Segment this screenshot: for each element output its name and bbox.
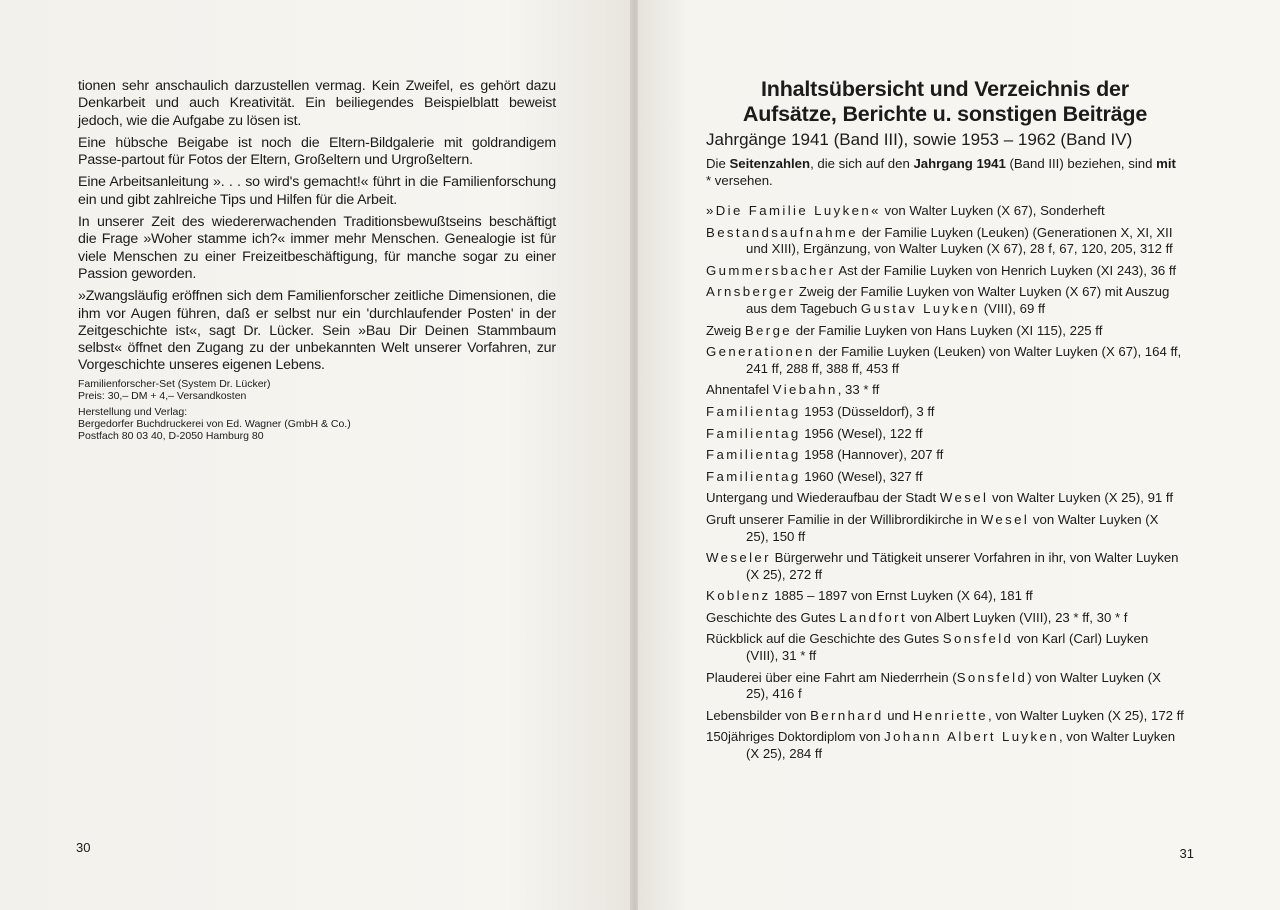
- toc-entry: Geschichte des Gutes Landfort von Albert Luyken (VIII), 23 * ff, 30 * f: [706, 609, 1128, 625]
- imprint-price: Preis: 30,– DM + 4,– Versandkosten: [78, 390, 247, 402]
- toc-entry: Familientag 1958 (Hannover), 207 ff: [706, 447, 944, 463]
- toc-entry: Generationen der Familie Luyken (Leuken) von Walter Luyken (X 67), 164 ff, 241 ff, 288 ff, 388 ff, 453 ff: [706, 344, 1182, 376]
- paragraph: »Zwangsläufig eröffnen sich dem Familienforscher zeitliche Dimensionen, die ihm vor Augen führen, daß er selbst nur ein 'durchlaufender Posten' in der Zeitgeschichte ist«, sagt Dr. Lücker. Sein »Bau Dir Deinen Stammbaum selbst« öffnet den Zugang zu der unbekannten Welt unserer Vorfahren, zur Vorgeschichte unseres eigenen Lebens.: [78, 288, 556, 374]
- toc-entry: Gruft unserer Familie in der Willibrordikirche in Wesel von Walter Luyken (X 25), 150 ff: [706, 511, 1159, 544]
- right-page: [638, 0, 1280, 910]
- toc-entry: Arnsberger Zweig der Familie Luyken von Walter Luyken (X 67) mit Auszug aus dem Tagebuch Gustav Luyken (VIII), 69 ff: [706, 284, 1170, 316]
- left-page-text: [78, 78, 556, 380]
- toc-list: [706, 203, 1184, 763]
- page-subtitle: Jahrgänge 1941 (Band III), sowie 1953 – 1962 (Band IV): [706, 130, 1133, 149]
- right-page-text: [706, 77, 1184, 768]
- toc-entry: 150jähriges Doktordiplom von Johann Albert Luyken, von Walter Luyken (X 25), 284 ff: [706, 729, 1176, 762]
- toc-entry: Untergang und Wiederaufbau der Stadt Wesel von Walter Luyken (X 25), 91 ff: [706, 490, 1173, 506]
- toc-entry: Lebensbilder von Bernhard und Henriette, von Walter Luyken (X 25), 172 ff: [706, 707, 1184, 723]
- paragraph: In unserer Zeit des wiedererwachenden Traditionsbewußtseins beschäftigt die Frage »Woher stamme ich?« immer mehr Menschen. Genealogie ist für viele Menschen zu einer Freizeitbeschäftigung, für manche sogar zu einer Passion geworden.: [78, 214, 556, 282]
- paragraph: tionen sehr anschaulich darzustellen vermag. Kein Zweifel, es gehört dazu Denkarbeit und auch Kreativität. Ein beiliegendes Beispielblatt beweist jedoch, wie die Aufgabe zu lösen ist.: [78, 78, 556, 129]
- toc-entry: Bestandsaufnahme der Familie Luyken (Leuken) (Generationen X, XI, XII und XIII), Ergänzung, von Walter Luyken (X 67), 28 f, 67, 120, 205, 312 ff: [706, 224, 1173, 257]
- page-number-note: Die Seitenzahlen, die sich auf den Jahrgang 1941 (Band III) beziehen, sind mit * versehen.: [706, 156, 1176, 188]
- page-number-right: 31: [1179, 846, 1194, 861]
- left-page: [0, 0, 634, 910]
- toc-entry: Ahnentafel Viebahn, 33 * ff: [706, 382, 880, 398]
- toc-entry: »Die Familie Luyken« von Walter Luyken (X 67), Sonderheft: [706, 203, 1105, 218]
- imprint-publisher-address: Postfach 80 03 40, D-2050 Hamburg 80: [78, 430, 264, 442]
- toc-entry: Plauderei über eine Fahrt am Niederrhein (Sonsfeld) von Walter Luyken (X 25), 416 f: [706, 669, 1161, 702]
- title-line-1: Inhaltsübersicht und Verzeichnis der: [761, 77, 1129, 101]
- imprint-publisher-heading: Herstellung und Verlag:: [78, 406, 188, 418]
- toc-entry: Weseler Bürgerwehr und Tätigkeit unserer Vorfahren in ihr, von Walter Luyken (X 25), 272 ff: [706, 550, 1179, 582]
- paragraph: Eine hübsche Beigabe ist noch die Eltern-Bildgalerie mit goldrandigem Passe-partout für Fotos der Eltern, Großeltern und Urgroßeltern.: [78, 134, 556, 169]
- toc-entry: Zweig Berge der Familie Luyken von Hans Luyken (XI 115), 225 ff: [706, 322, 1103, 338]
- imprint-product: Familienforscher-Set (System Dr. Lücker): [78, 378, 271, 390]
- toc-entry: Familientag 1956 (Wesel), 122 ff: [706, 425, 923, 441]
- imprint-block: [78, 378, 418, 442]
- toc-entry: Koblenz 1885 – 1897 von Ernst Luyken (X 64), 181 ff: [706, 588, 1033, 604]
- toc-entry: Rückblick auf die Geschichte des Gutes Sonsfeld von Karl (Carl) Luyken (VIII), 31 * ff: [706, 631, 1149, 664]
- paragraph: Eine Arbeitsanleitung ». . . so wird's gemacht!« führt in die Familienforschung ein und gibt zahlreiche Tips und Hilfen für die Arbeit.: [78, 174, 556, 208]
- toc-entry: Familientag 1953 (Düsseldorf), 3 ff: [706, 403, 935, 419]
- page-title: [706, 77, 1184, 127]
- page-number-left: 30: [76, 840, 91, 855]
- imprint-publisher-name: Bergedorfer Buchdruckerei von Ed. Wagner (GmbH & Co.): [78, 418, 351, 430]
- toc-entry: Gummersbacher Ast der Familie Luyken von Henrich Luyken (XI 243), 36 ff: [706, 262, 1177, 278]
- toc-entry: Familientag 1960 (Wesel), 327 ff: [706, 468, 923, 484]
- title-line-2: Aufsätze, Berichte u. sonstigen Beiträge: [742, 102, 1148, 126]
